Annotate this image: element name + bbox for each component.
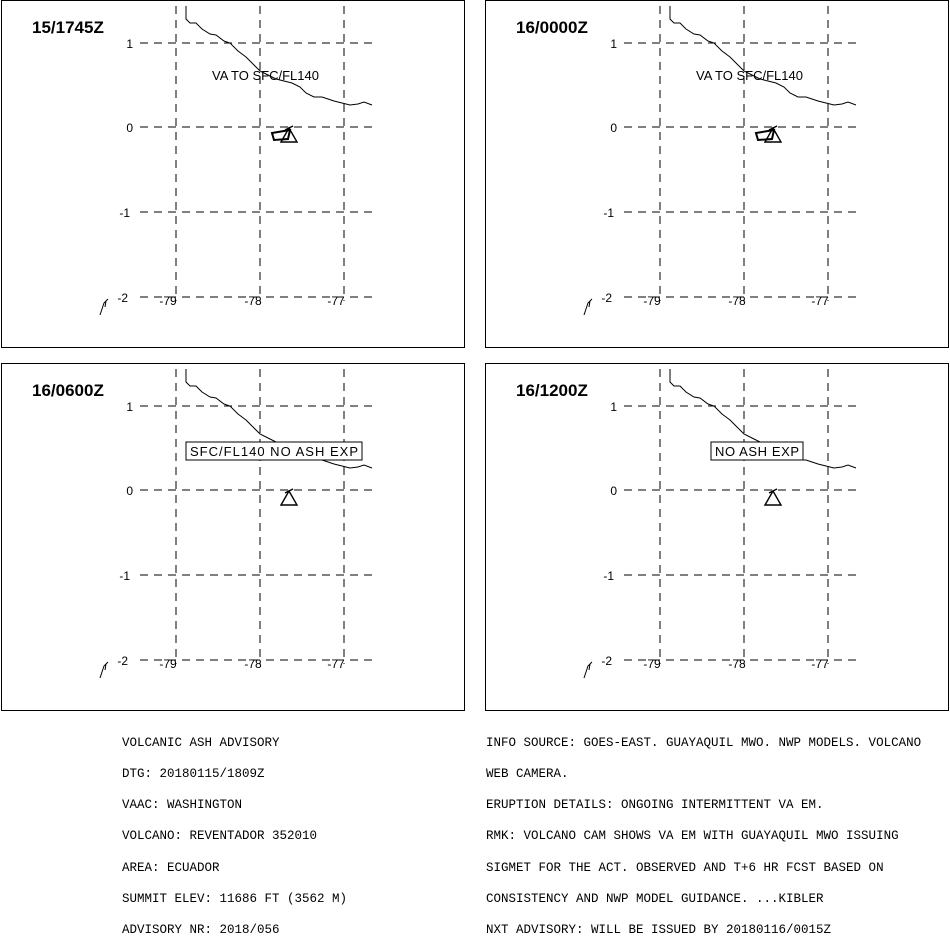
latitude-label: -2 [117, 654, 128, 668]
map-canvas [486, 364, 950, 712]
advisory-line: VOLCANIC ASH ADVISORY [122, 735, 280, 750]
panel-time-label: 15/1745Z [32, 18, 104, 37]
advisory-line: VOLCANO: REVENTADOR 352010 [122, 829, 318, 844]
advisory-line: SIGMET FOR THE ACT. OBSERVED AND T+6 HR FCST BASED ON [486, 860, 884, 875]
advisory-line: INFO SOURCE: GOES-EAST. GUAYAQUIL MWO. NWP MODELS. VOLCANO [486, 735, 922, 750]
panel-time-label: 16/0000Z [516, 18, 588, 37]
latitude-label: 1 [126, 37, 133, 51]
advisory-right-block [486, 717, 921, 946]
coastline-fragment [584, 299, 592, 315]
advisory-line: CONSISTENCY AND NWP MODEL GUIDANCE. ...KIBLER [486, 891, 824, 906]
advisory-left-block [122, 717, 347, 946]
latitude-label: 0 [126, 121, 133, 135]
longitude-label: -78 [728, 294, 746, 308]
longitude-label: -78 [244, 294, 262, 308]
longitude-label: -78 [244, 657, 262, 671]
latitude-label: -2 [601, 291, 612, 305]
advisory-line: ERUPTION DETAILS: ONGOING INTERMITTENT VA EM. [486, 798, 824, 813]
longitude-label: -79 [159, 657, 177, 671]
longitude-label: -77 [327, 294, 345, 308]
advisory-line: SUMMIT ELEV: 11686 FT (3562 M) [122, 891, 348, 906]
map-canvas [486, 1, 950, 349]
volcano-triangle-icon [281, 489, 297, 505]
advisory-line: AREA: ECUADOR [122, 860, 220, 875]
latitude-label: 0 [126, 484, 133, 498]
longitude-label: -77 [327, 657, 345, 671]
longitude-label: -79 [159, 294, 177, 308]
map-panel-4 [485, 363, 949, 711]
latitude-label: -1 [119, 206, 130, 220]
longitude-label: -78 [728, 657, 746, 671]
coastline-fragment [100, 299, 108, 315]
latitude-label: 1 [610, 400, 617, 414]
map-canvas [2, 1, 466, 349]
ash-label: VA TO SFC/FL140 [212, 68, 319, 83]
longitude-label: -79 [643, 294, 661, 308]
advisory-line: ADVISORY NR: 2018/056 [122, 923, 280, 938]
longitude-label: -79 [643, 657, 661, 671]
latitude-label: 1 [126, 400, 133, 414]
advisory-line: WEB CAMERA. [486, 767, 569, 782]
latitude-label: -2 [117, 291, 128, 305]
ash-label: NO ASH EXP [715, 444, 799, 459]
latitude-label: -1 [603, 569, 614, 583]
longitude-label: -77 [811, 657, 829, 671]
ash-label: VA TO SFC/FL140 [696, 68, 803, 83]
latitude-label: -1 [603, 206, 614, 220]
latitude-label: 1 [610, 37, 617, 51]
longitude-label: -77 [811, 294, 829, 308]
map-panel-3 [1, 363, 465, 711]
latitude-label: 0 [610, 121, 617, 135]
latitude-label: -2 [601, 654, 612, 668]
advisory-line: RMK: VOLCANO CAM SHOWS VA EM WITH GUAYAQUIL MWO ISSUING [486, 829, 899, 844]
advisory-line: DTG: 20180115/1809Z [122, 767, 265, 782]
ash-label: SFC/FL140 NO ASH EXP [190, 444, 358, 459]
latitude-label: -1 [119, 569, 130, 583]
volcano-triangle-icon [765, 489, 781, 505]
coastline-fragment [584, 662, 592, 678]
coastline-fragment [100, 662, 108, 678]
map-panel-1 [1, 0, 465, 348]
panel-time-label: 16/0600Z [32, 381, 104, 400]
advisory-line: NXT ADVISORY: WILL BE ISSUED BY 20180116/0015Z [486, 923, 832, 938]
latitude-label: 0 [610, 484, 617, 498]
map-panel-2 [485, 0, 949, 348]
map-canvas [2, 364, 466, 712]
panel-time-label: 16/1200Z [516, 381, 588, 400]
advisory-line: VAAC: WASHINGTON [122, 798, 243, 813]
